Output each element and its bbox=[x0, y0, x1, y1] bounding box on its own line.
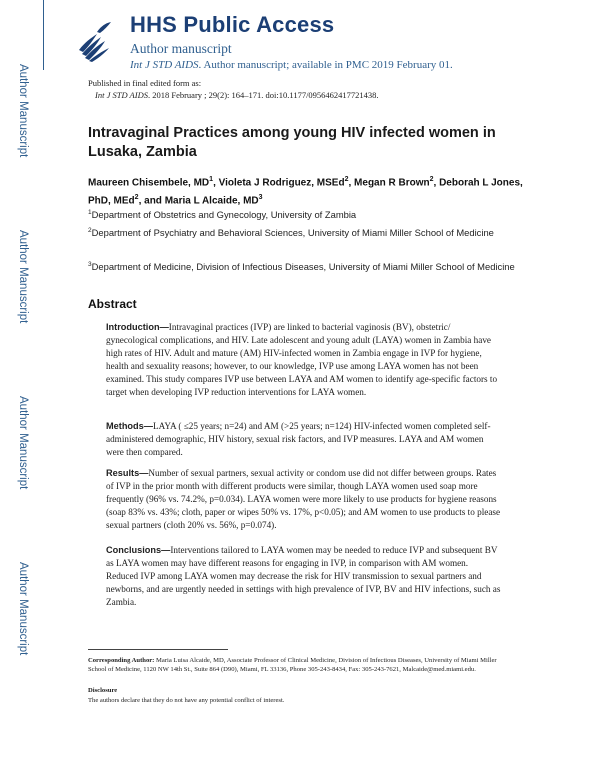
disclosure-heading: Disclosure bbox=[88, 687, 118, 694]
sidebar-label: Author Manuscript bbox=[17, 396, 29, 490]
author-sup: 2 bbox=[134, 194, 139, 202]
citation-journal: Int J STD AIDS bbox=[95, 90, 148, 100]
abstract-conclusions: Conclusions—Interventions tailored to LAYA women may be needed to reduce IVP and subsequent BV as LAYA women may have different reasons for engaging in IVP, in comparison with AM women. Reduced IVP among LAYA women may decrease the risk for HIV transmission to sexual partners and newborns, and are urgently needed in settings with high prevalence of IVP, BV and HIV infections, such as Zambia. bbox=[106, 545, 501, 607]
corresponding-author: Corresponding Author: Maria Luisa Alcaide, MD, Associate Professor of Clinical Medicine, Division of Infectious Diseases, University of Miami Miller School of Medicine, 1120 NW 14th St., Suite 864 (D90), Miami, FL 33136, Phone 305-243-8434, Fax: 305-243-7621, Malcaide@med.miami.edu. bbox=[88, 657, 497, 673]
availability-text: . Author manuscript; available in PMC 2019 February 01. bbox=[198, 59, 453, 71]
section-label: Methods— bbox=[106, 421, 153, 431]
author-name: Deborah L Jones, PhD, MEd bbox=[88, 177, 523, 207]
author-manuscript-label: Author manuscript bbox=[130, 41, 232, 56]
footnote-divider bbox=[88, 649, 228, 650]
author-list: Maureen Chisembele, $MD^1$, Violeta J Rodriguez, MSEd$^2$, Megan R Brown$^2$, Deborah L Jones, PhD, MEd$^2$, and Maria L Alcaide, $MD^3$ bbox=[88, 176, 523, 207]
journal-availability bbox=[130, 59, 453, 71]
abstract-heading: Abstract bbox=[88, 297, 137, 311]
author-sup: 2 bbox=[344, 176, 349, 183]
journal-name: Int J STD AIDS bbox=[130, 59, 199, 71]
author-name: Maureen Chisembele, MD bbox=[88, 177, 210, 189]
author-name: Violeta J Rodriguez, MSEd bbox=[218, 177, 345, 189]
header-divider bbox=[43, 0, 44, 70]
sidebar-label: Author Manuscript bbox=[17, 562, 29, 656]
disclosure-text: The authors declare that they do not have any potential conflict of interest. bbox=[88, 697, 285, 704]
affiliation: $^3$Department of Medicine, Division of Infectious Diseases, University of Miami Miller School of Medicine bbox=[88, 261, 515, 273]
sidebar-label: Author Manuscript bbox=[17, 64, 29, 158]
sidebar-label: Author Manuscript bbox=[17, 230, 29, 324]
published-note: Published in final edited form as: bbox=[88, 78, 202, 88]
article-title: Intravaginal Practices among young HIV infected women in Lusaka, Zambia bbox=[88, 125, 496, 160]
sidebar bbox=[0, 0, 38, 776]
author-sup: 3 bbox=[258, 194, 263, 202]
hhs-eagle-logo-icon bbox=[75, 20, 115, 64]
author-name: Maria L Alcaide, MD bbox=[164, 195, 259, 207]
affiliation: $^2$Department of Psychiatry and Behavioral Sciences, University of Miami Miller School of Medicine bbox=[88, 227, 494, 239]
author-sup: 2 bbox=[429, 176, 434, 183]
abstract-introduction: Introduction—Intravaginal practices (IVP) are linked to bacterial vaginosis (BV), obstetric/ gynecological complications, and HIV. Late adolescent and young adult (LAYA) women in Zambia have high rates of HIV. Adult and mature (AM) HIV-infected women in Zambia engage in IVP for hygiene, health and sexuality reasons; however, to our knowledge, IVP use among LAYA women has not been examined. This study compares IVP use between LAYA and AM women to identify age-specific factors to target when developing IVP reduction interventions for LAYA women. bbox=[106, 322, 498, 397]
affiliation: $^1$Department of Obstetrics and Gynecology, University of Zambia bbox=[88, 209, 357, 221]
section-label: Introduction— bbox=[106, 322, 169, 332]
author-sup: 1 bbox=[209, 176, 214, 183]
citation-details: . 2018 February ; 29(2): 164–171. doi:10.1177/0956462417721438. bbox=[147, 90, 379, 100]
citation bbox=[95, 90, 379, 100]
hhs-title: HHS Public Access bbox=[130, 12, 335, 37]
author-name: Megan R Brown bbox=[354, 177, 430, 189]
section-label: Conclusions— bbox=[106, 545, 171, 555]
section-label: Results— bbox=[106, 468, 149, 478]
abstract-methods: Methods—LAYA ( ≤25 years; n=24) and AM (>25 years; n=124) HIV-infected women completed self-administered demographic, HIV history, sexual risk factors, and IVP measures. LAYA and AM women were then compared. bbox=[106, 421, 491, 457]
abstract-results: Results—Number of sexual partners, sexual activity or condom use did not differ between groups. Rates of IVP in the prior month with different products were similar, though LAYA women used soap more frequently (96% vs. 74.2%, p=0.034). LAYA women were more likely to use products for hygiene reasons (soap 83% vs. 43%; cloth, paper or wipes 50% vs. 17%, p<0.05); and AM women to use products to please sexual partners (cloth 20% vs. 56%, p=0.074). bbox=[106, 468, 501, 530]
